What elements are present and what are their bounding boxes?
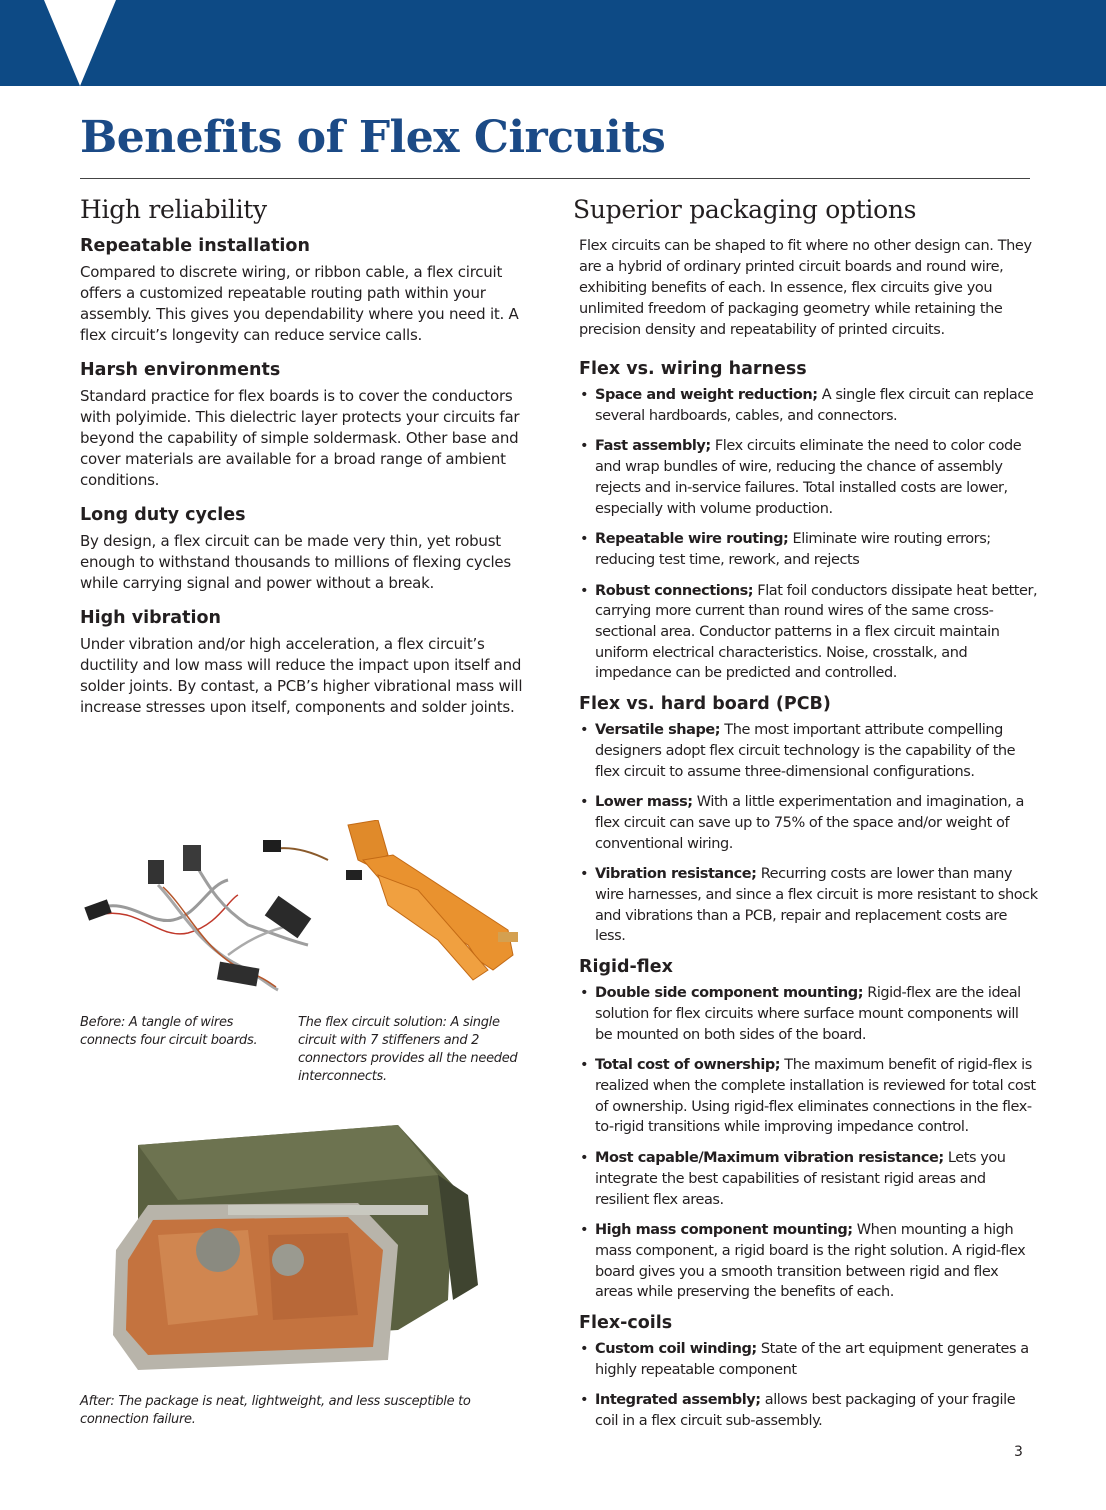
- bullet-text: Flex circuits eliminate the need to color code and wrap bundles of wire, reducing the chance of assembly rejects and in-service failures. Total installed costs are lower, especially with volume production.: [595, 438, 1022, 517]
- section-text: Under vibration and/or high acceleration, a flex circuit’s ductility and low mass will reduce the impact upon itself and solder joints. By contast, a PCB’s higher vibrational mass will increase stresses upon itself, components and solder joints.: [80, 635, 523, 716]
- bullet-item: [578, 1339, 1038, 1380]
- bullet-item: [578, 720, 1038, 782]
- bullet-item: [578, 529, 1038, 570]
- bullet-text: A single flex circuit can replace several hardboards, cables, and connectors.: [595, 387, 1034, 424]
- packaging-intro: Flex circuits can be shaped to fit where no other design can. They are a hybrid of ordinary printed circuit boards and round wire, exhibiting benefits of each. In essence, flex circuits give you unlimited freedom of packaging geometry while retaining the precision density and repeatability of printed circuits.: [579, 238, 1032, 338]
- bullet-item: [578, 792, 1038, 854]
- section-text: Standard practice for flex boards is to cover the conductors with polyimide. This dielectric layer protects your circuits far beyond the capability of simple soldermask. Other base and cover materials are available for a broad range of ambient conditions.: [80, 387, 520, 489]
- bullet-text: Lets you integrate the best capabilities of resistant rigid areas and resilient flex areas.: [595, 1150, 1006, 1208]
- solution-caption: The flex circuit solution: A single circuit with 7 stiffeners and 2 connectors provides all the needed interconnects.: [298, 1015, 518, 1084]
- package-housing-photo: [108, 1125, 508, 1380]
- bullet-term: Robust connections;: [595, 582, 754, 599]
- group-flex-vs-hard-board: [573, 694, 1038, 947]
- bullet-term: Custom coil winding;: [595, 1341, 757, 1358]
- bullet-text: allows best packaging of your fragile coil in a flex circuit sub-assembly.: [595, 1392, 1016, 1430]
- high-reliability-heading: High reliability: [80, 195, 267, 224]
- bullet-term: Vibration resistance;: [595, 866, 757, 883]
- after-caption: After: The package is neat, lightweight, and less susceptible to connection failure.: [80, 1394, 471, 1427]
- page-title: Benefits of Flex Circuits: [80, 112, 666, 163]
- sub-heading: Harsh environments: [80, 360, 281, 380]
- bullet-text: The most important attribute compelling designers adopt flex circuit technology is the capability of the flex circuit to assume three-dimensional configurations.: [595, 722, 1016, 780]
- bullet-item: [578, 436, 1038, 519]
- bullet-term: Total cost of ownership;: [595, 1057, 781, 1074]
- bullet-text: State of the art equipment generates a highly repeatable component: [595, 1341, 1029, 1378]
- bullet-text: Recurring costs are lower than many wire harnesses, and since a flex circuit is more resistant to shock and vibrations than a PCB, repair and replacement costs are less.: [595, 866, 1038, 945]
- header-band: [0, 0, 1106, 86]
- group-flex-coils: [573, 1313, 1038, 1432]
- bullet-item: [578, 1390, 1038, 1431]
- triangle-logo-icon: [44, 0, 116, 86]
- bullet-item: [578, 983, 1038, 1045]
- bullet-term: Most capable/Maximum vibration resistance;: [595, 1150, 944, 1167]
- bullet-text: Rigid-flex are the ideal solution for flex circuits where surface mount components will be mounted on both sides of the board.: [595, 985, 1021, 1043]
- section-text: By design, a flex circuit can be made very thin, yet robust enough to withstand thousands to millions of flexing cycles while carrying signal and power without a break.: [80, 532, 511, 592]
- group-flex-vs-wiring-harness: [573, 359, 1038, 684]
- bullet-term: Integrated assembly;: [595, 1392, 761, 1409]
- bullet-item: [578, 385, 1038, 426]
- right-column: [573, 195, 1038, 1442]
- sub-heading: Long duty cycles: [80, 505, 246, 525]
- bullet-text: The maximum benefit of rigid-flex is realized when the complete installation is reviewed for total cost of ownership. Using rigid-flex eliminates connections in the flex-to-rigid transitions while improving impedance control.: [595, 1057, 1036, 1136]
- bullet-text: Flat foil conductors dissipate heat better, carrying more current than round wires of the same cross-sectional area. Conductor patterns in a flex circuit maintain uniform electrical characteristics. Noise, crosstalk, and impedance can be predicted and controlled.: [595, 582, 1038, 682]
- bullet-text: With a little experimentation and imagination, a flex circuit can save up to 75% of the space and/or weight of conventional wiring.: [595, 794, 1024, 852]
- bullet-term: Lower mass;: [595, 794, 693, 811]
- section-long-duty-cycles: [80, 505, 535, 594]
- bullet-term: Fast assembly;: [595, 438, 711, 455]
- bullet-item: [578, 1220, 1038, 1303]
- section-high-vibration: [80, 608, 535, 718]
- bullet-text: When mounting a high mass component, a rigid board is the right solution. A rigid-flex board gives you a smooth transition between rigid and flex areas while preserving the benefits of each.: [595, 1222, 1026, 1301]
- page-number: 3: [1014, 1444, 1023, 1460]
- packaging-options-heading: Superior packaging options: [573, 195, 917, 224]
- bullet-item: [578, 1148, 1038, 1210]
- sub-heading: High vibration: [80, 608, 221, 628]
- bullet-term: Space and weight reduction;: [595, 387, 818, 403]
- bullet-term: Versatile shape;: [595, 722, 721, 739]
- title-divider: [80, 178, 1030, 179]
- bullet-item: [578, 864, 1038, 947]
- bullet-item: [578, 581, 1038, 685]
- bullet-term: High mass component mounting;: [595, 1222, 853, 1239]
- left-column: [80, 195, 535, 732]
- section-repeatable-installation: [80, 236, 535, 346]
- bullet-term: Repeatable wire routing;: [595, 531, 789, 548]
- group-rigid-flex: [573, 957, 1038, 1303]
- sub-heading: Repeatable installation: [80, 236, 310, 256]
- bullet-term: Double side component mounting;: [595, 985, 864, 1002]
- before-caption: Before: A tangle of wires connects four circuit boards.: [80, 1015, 258, 1048]
- sub-heading: Flex vs. hard board (PCB): [579, 694, 831, 715]
- bullet-text: Eliminate wire routing errors; reducing test time, rework, and rejects: [595, 531, 991, 568]
- sub-heading: Flex-coils: [579, 1313, 673, 1334]
- section-text: Compared to discrete wiring, or ribbon cable, a flex circuit offers a customized repeatable routing path within your assembly. This gives you dependability where you need it. A flex circuit’s longevity can reduce service calls.: [80, 263, 519, 344]
- flex-circuit-photo: [258, 820, 538, 990]
- sub-heading: Flex vs. wiring harness: [579, 359, 807, 379]
- bullet-item: [578, 1055, 1038, 1138]
- sub-heading: Rigid-flex: [579, 957, 673, 978]
- section-harsh-environments: [80, 360, 535, 491]
